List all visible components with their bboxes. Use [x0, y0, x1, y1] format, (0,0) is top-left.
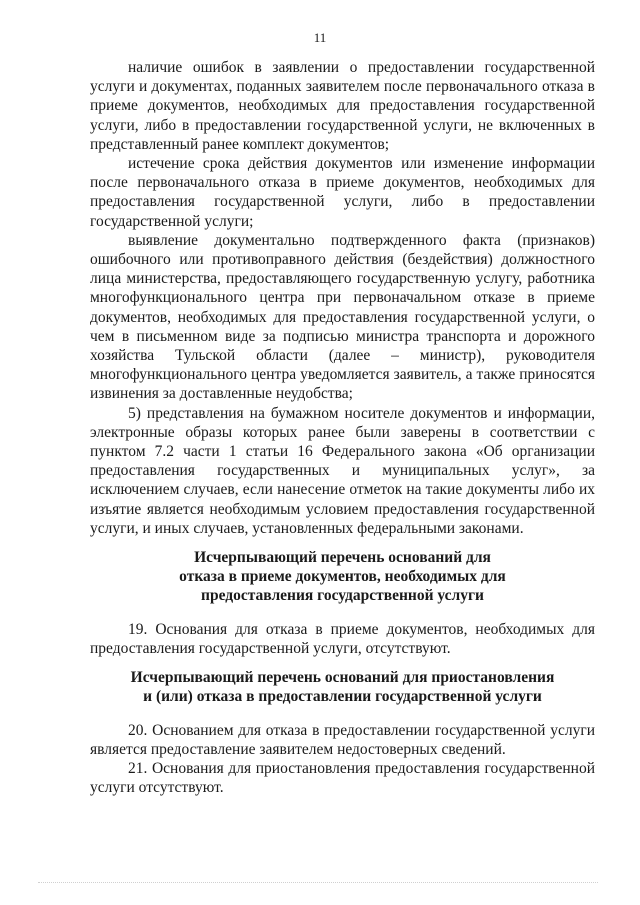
heading-line: Исчерпывающий перечень оснований для [194, 549, 491, 567]
page-number: 11 [313, 30, 327, 45]
heading-line: отказа в приеме документов, необходимых для [179, 568, 506, 586]
section-heading-suspension-grounds [90, 668, 595, 706]
section-heading-refusal-grounds [90, 548, 595, 606]
heading-line: предоставления государственной услуги [201, 587, 484, 605]
paragraph-19: 19. Основания для отказа в приеме документов, необходимых для предоставления государственной услуги, отсутствуют. [90, 620, 595, 657]
paragraph-document-expiry: истечение срока действия документов или изменение информации после первоначального отказа в приеме документов, необходимых для предоставления государственной услуги, либо в предоставлении государственной услуги; [90, 155, 595, 230]
scan-footer-line [38, 882, 598, 883]
document-body [90, 58, 595, 797]
paragraph-20: 20. Основанием для отказа в предоставлении государственной услуги является предоставление заявителем недостоверных сведений. [90, 721, 595, 758]
heading-line: и (или) отказа в предоставлении государственной услуги [143, 688, 542, 706]
paragraph-erroneous-action: выявление документально подтвержденного факта (признаков) ошибочного или противоправного действия (бездействия) должностного лица министерства, предоставляющего государственную услугу, работника многофункционального центра при первоначальном отказе в приеме документов, необходимых для предоставления государственной услуги, о чем в письменном виде за подписью министра транспорта и дорожного хозяйства Тульской области (далее – министр), руководителя многофункционального центра уведомляется заявитель, а также приносятся извинения за доставленные неудобства; [90, 231, 595, 403]
paragraph-errors-in-application: наличие ошибок в заявлении о предоставлении государственной услуги и документах, поданных заявителем после первоначального отказа в приеме документов, необходимых для предоставления государственной услуги, либо в предоставлении государственной услуги, не включенных в представленный ранее комплект документов; [90, 59, 595, 153]
paragraph-item-5: 5) представления на бумажном носителе документов и информации, электронные образы которых ранее были заверены в соответствии с пунктом 7.2 части 1 статьи 16 Федерального закона «Об организации предоставления государственных и муниципальных услуг», за исключением случаев, если нанесение отметок на такие документы либо их изъятие является необходимым условием предоставления государственной услуги, и иных случаев, установленных федеральными законами. [90, 404, 595, 537]
heading-line: Исчерпывающий перечень оснований для приостановления [130, 669, 555, 687]
paragraph-21: 21. Основания для приостановления предоставления государственной услуги отсутствуют. [90, 759, 595, 797]
